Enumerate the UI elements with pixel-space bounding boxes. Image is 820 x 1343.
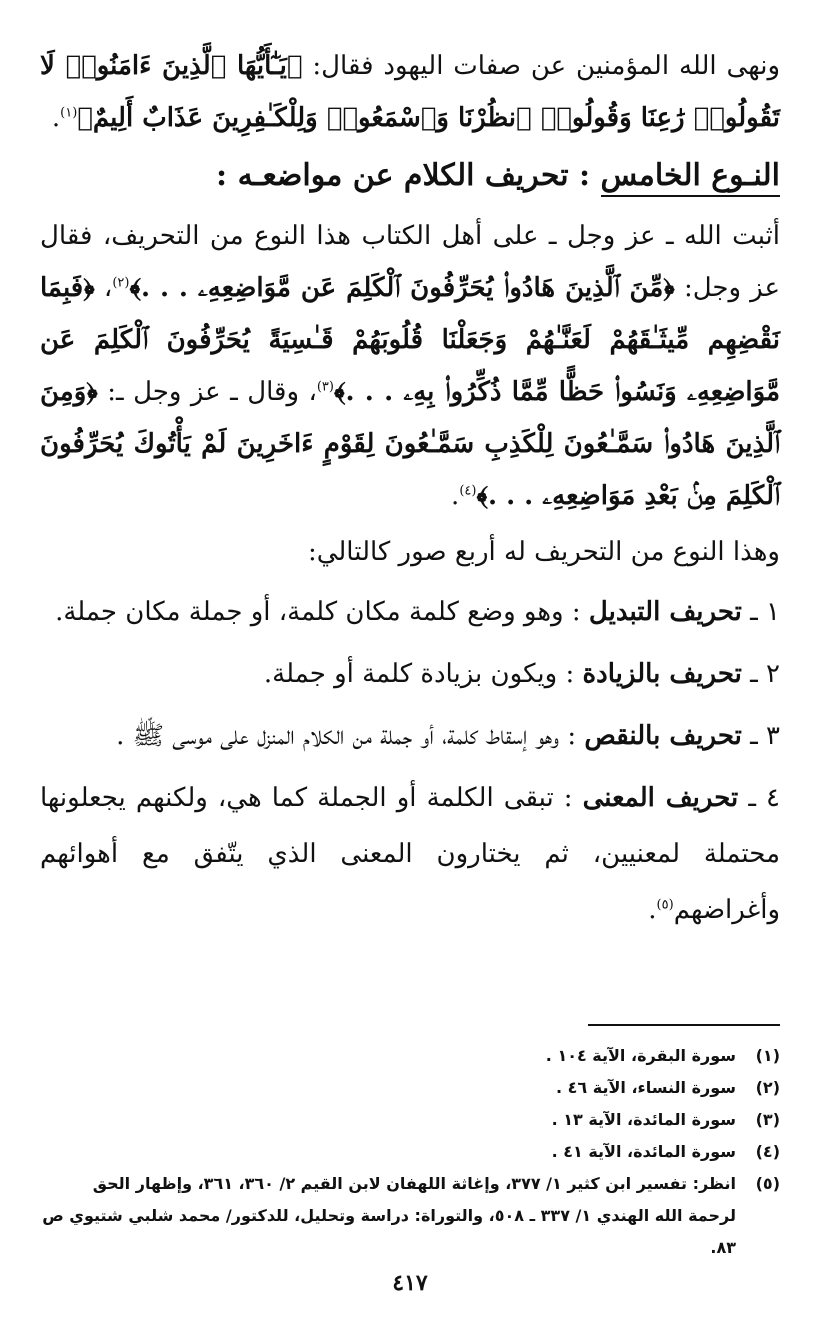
footnote-text: سورة المائدة، الآية ١٣ . [551, 1110, 736, 1129]
list-item [40, 770, 780, 938]
section-heading [40, 148, 780, 204]
footnotes [40, 1040, 780, 1264]
footnote-ref-5[interactable]: (٥) [656, 897, 674, 913]
footnote-number: (٤) [755, 1142, 780, 1161]
footnote-ref-1[interactable]: (١) [60, 105, 78, 121]
page-number: ٤١٧ [392, 1270, 428, 1296]
evidence-end: . [451, 481, 460, 511]
item-end: . [648, 895, 657, 925]
evidence-prefix: أثبت الله ـ عز وجل ـ على أهل الكتاب هذا النوع من التحريف، فقال عز وجل: [40, 221, 781, 303]
footnote-number: (٣) [755, 1110, 780, 1129]
footnote-number: (٢) [755, 1078, 780, 1097]
item-term: تحريف بالنقص [584, 721, 742, 751]
item-text: : تبقى الكلمة أو الجملة كما هي، ولكنهم يجعلونها محتملة لمعنيين، ثم يختارون المعنى الذي يتّفق مع أهوائهم وأغراضهم [40, 783, 780, 925]
item-number: ٣ ـ [750, 721, 780, 751]
footnote-text: سورة البقرة، الآية ١٠٤ . [545, 1046, 736, 1065]
footnote-text: سورة النساء، الآية ٤٦ . [556, 1078, 736, 1097]
intro-paragraph [40, 40, 780, 144]
heading-underlined: النـوع الخامس [601, 158, 780, 197]
item-number: ٢ ـ [750, 659, 780, 689]
evidence-sep: ، [103, 273, 113, 303]
ayah-2: ﴿فَبِمَا نَقْضِهِم مِّيثَـٰقَهُمْ لَعَنَّـٰهُمْ وَجَعَلْنَا قُلُوبَهُمْ قَـٰسِيَةً يُحَرِّفُونَ ٱلْكَلِمَ عَن مَّوَاضِعِهِۦ وَنَسُوا۟ حَظًّا مِّمَّا ذُكِّرُوا۟ بِهِۦ . . .﴾ [40, 273, 780, 407]
list-item [40, 646, 780, 702]
list-item [40, 708, 780, 764]
intro-end: . [51, 103, 61, 133]
footnote-number: (١) [755, 1046, 780, 1065]
footnote [40, 1104, 780, 1136]
footnote [40, 1072, 780, 1104]
item-number: ٤ ـ [748, 783, 781, 813]
item-text: : ويكون بزيادة كلمة أو جملة. [263, 659, 575, 689]
intro-ayah: ﴿يَـٰٓأَيُّهَا ٱلَّذِينَ ءَامَنُوا۟ لَا تَقُولُوا۟ رَٰعِنَا وَقُولُوا۟ ٱنظُرْنَا وَٱسْمَعُوا۟ وَلِلْكَـٰفِرِينَ عَذَابٌ أَلِيمٌ﴾ [40, 51, 780, 133]
footnote-ref-3[interactable]: (٣) [316, 379, 334, 395]
footnote-ref-4[interactable]: (٤) [459, 483, 477, 499]
ayah-3: ﴿وَمِنَ ٱلَّذِينَ هَادُوا۟ سَمَّـٰعُونَ لِلْكَذِبِ سَمَّـٰعُونَ لِقَوْمٍ ءَاخَرِينَ لَمْ يَأْتُوكَ يُحَرِّفُونَ ٱلْكَلِمَ مِنۢ بَعْدِ مَوَاضِعِهِۦ . . .﴾ [40, 377, 780, 511]
footnote [40, 1136, 780, 1168]
item-text: : وهو وضع كلمة مكان كلمة، أو جملة مكان جملة. [55, 597, 581, 627]
item-number: ١ ـ [750, 597, 780, 627]
footnote [40, 1040, 780, 1072]
list-item [40, 584, 780, 640]
footnote-text: انظر: تفسير ابن كثير ١/ ٣٧٧، وإغاثة اللهفان لابن القيم ٢/ ٣٦٠، ٣٦١، وإظهار الحق لرحمة الله الهندي ١/ ٣٣٧ ـ ٥٠٨، والتوراة: دراسة وتحليل، للدكتور/ محمد شلبي شتيوي ص ٨٣. [42, 1174, 736, 1257]
item-term: تحريف التبديل [588, 597, 742, 627]
item-term: تحريف المعنى [582, 783, 739, 813]
heading-rest: : تحريف الكلام عن مواضعـه : [216, 158, 591, 193]
intro-prefix: ونهى الله المؤمنين عن صفات اليهود فقال: [312, 51, 780, 81]
footnote-text: سورة المائدة، الآية ٤١ . [551, 1142, 736, 1161]
footnote-separator [588, 1024, 780, 1026]
evidence-mid: ، وقال ـ عز وجل ـ: [107, 377, 317, 407]
footnote-number: (٥) [755, 1174, 780, 1193]
footnote [40, 1168, 780, 1264]
forms-intro: وهذا النوع من التحريف له أربع صور كالتالي: [307, 537, 780, 567]
footnote-ref-2[interactable]: (٢) [112, 275, 130, 291]
ayah-1: ﴿مِّنَ ٱلَّذِينَ هَادُوا۟ يُحَرِّفُونَ ٱلْكَلِمَ عَن مَّوَاضِعِهِۦ . . .﴾ [129, 273, 675, 303]
evidence-paragraph [40, 210, 780, 522]
item-text: : وهو إسقاط كلمة، أو جملة من الكلام المنزل على موسى ﷺ . [116, 721, 577, 751]
item-term: تحريف بالزيادة [582, 659, 742, 689]
